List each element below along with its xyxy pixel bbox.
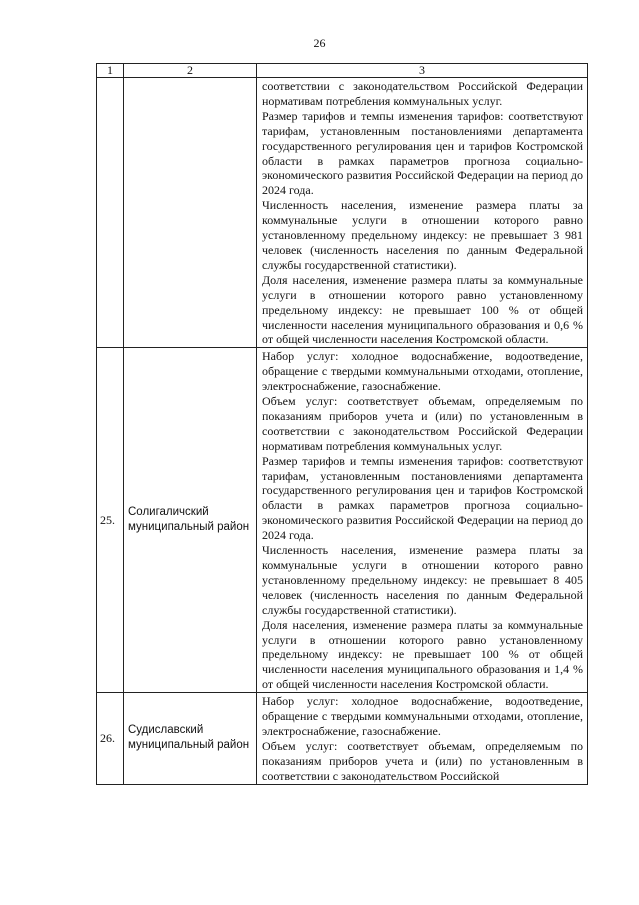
row-description — [257, 78, 588, 348]
row-number: 26. — [97, 693, 124, 784]
row-description — [257, 693, 588, 784]
description-paragraph: Доля населения, изменение размера платы за коммунальные услуги в отношении которого равно установленному предельному индексу: не превышает 100 % от общей численности населения муниципального образования и 1,4 % от общей численности населения Костромской области. — [262, 617, 583, 692]
table-row — [97, 348, 588, 693]
row-description — [257, 348, 588, 693]
table-header-row — [97, 64, 588, 78]
row-number: 25. — [97, 348, 124, 693]
description-paragraph: Объем услуг: соответствует объемам, определяемым по показаниям приборов учета и (или) по установленным в соответствии с законодательством Российской Федерации нормативам потребления коммунальных услуг. — [262, 394, 583, 453]
description-paragraph: Размер тарифов и темпы изменения тарифов: соответствуют тарифам, установленным постановлениями департамента государственного регулирования цен и тарифов Костромской области в рамках параметров прогноза социально-экономического развития Российской Федерации на период до 2024 года. — [262, 108, 583, 198]
row-number — [97, 78, 124, 348]
district-name: Судиславский муниципальный район — [124, 693, 257, 784]
district-name: Солигаличский муниципальный район — [124, 348, 257, 693]
page-number: 26 — [313, 36, 326, 50]
description-paragraph: Численность населения, изменение размера платы за коммунальные услуги в отношении которого равно установленному предельному индексу: не превышает 8 405 человек (численность населения по данным Федеральной службы государственной статистики). — [262, 543, 583, 617]
header-col-2: 2 — [124, 64, 257, 78]
description-paragraph: Объем услуг: соответствует объемам, определяемым по показаниям приборов учета и (или) по установленным в соответствии с законодательством Российской — [262, 738, 583, 783]
district-name — [124, 78, 257, 348]
description-paragraph: соответствии с законодательством Российской Федерации нормативам потребления коммунальных услуг. — [262, 79, 583, 108]
utility-tariff-table — [96, 63, 588, 785]
description-paragraph: Доля населения, изменение размера платы за коммунальные услуги в отношении которого равно установленному предельному индексу: не превышает 100 % от общей численности населения муниципального образования и 0,6 % от общей численности населения Костромской области. — [262, 272, 583, 347]
description-paragraph: Размер тарифов и темпы изменения тарифов: соответствуют тарифам, установленным постановлениями департамента государственного регулирования цен и тарифов Костромской области в рамках параметров прогноза социально-экономического развития Российской Федерации на период до 2024 года. — [262, 453, 583, 543]
description-paragraph: Набор услуг: холодное водоснабжение, водоотведение, обращение с твердыми коммунальными отходами, отопление, электроснабжение, газоснабжение. — [262, 694, 583, 738]
table-row — [97, 693, 588, 784]
header-col-1: 1 — [97, 64, 124, 78]
header-col-3: 3 — [257, 64, 588, 78]
table-row — [97, 78, 588, 348]
description-paragraph: Численность населения, изменение размера платы за коммунальные услуги в отношении которого равно установленному предельному индексу: не превышает 3 981 человек (численность населения по данным Федеральной службы государственной статистики). — [262, 198, 583, 272]
description-paragraph: Набор услуг: холодное водоснабжение, водоотведение, обращение с твердыми коммунальными отходами, отопление, электроснабжение, газоснабжение. — [262, 349, 583, 394]
